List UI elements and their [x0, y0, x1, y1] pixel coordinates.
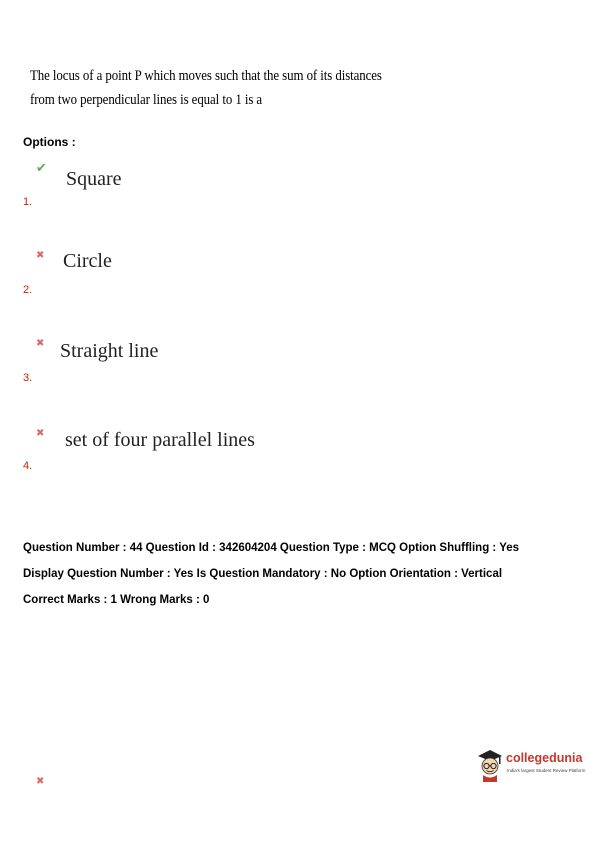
- cross-icon: ✖: [36, 250, 45, 261]
- meta-line-1: Question Number : 44 Question Id : 342604204 Question Type : MCQ Option Shuffling : Yes: [23, 542, 520, 554]
- cross-icon: ✖: [36, 338, 45, 349]
- option-text: Straight line: [60, 340, 159, 362]
- option-text: Circle: [63, 250, 112, 272]
- option-number: 3.: [23, 372, 33, 384]
- logo-name: collegedunia: [506, 751, 583, 765]
- question-text: The locus of a point P which moves such that the sum of its distances from two perpendicular lines is equal to 1 is a: [30, 68, 382, 108]
- option-number: 2.: [23, 284, 33, 296]
- option-4: [0, 426, 595, 506]
- option-3: [0, 336, 595, 416]
- option-text: Square: [66, 168, 122, 190]
- meta-line-2: Display Question Number : Yes Is Question Mandatory : No Option Orientation : Vertical: [23, 568, 503, 580]
- option-2: [0, 248, 595, 328]
- cross-icon: ✖: [36, 776, 45, 787]
- option-1: [0, 160, 595, 240]
- logo-tagline: India's largest Student Review Platform: [507, 768, 586, 773]
- option-number: 4.: [23, 460, 33, 472]
- meta-line-3: Correct Marks : 1 Wrong Marks : 0: [23, 594, 210, 606]
- cross-icon: ✖: [36, 428, 45, 439]
- option-text: set of four parallel lines: [65, 429, 255, 451]
- check-icon: ✔: [36, 160, 47, 175]
- option-number: 1.: [23, 196, 33, 208]
- question-meta: [23, 535, 583, 613]
- student-mascot-icon: [476, 747, 504, 783]
- collegedunia-logo: [476, 747, 588, 783]
- options-label: Options :: [23, 135, 76, 149]
